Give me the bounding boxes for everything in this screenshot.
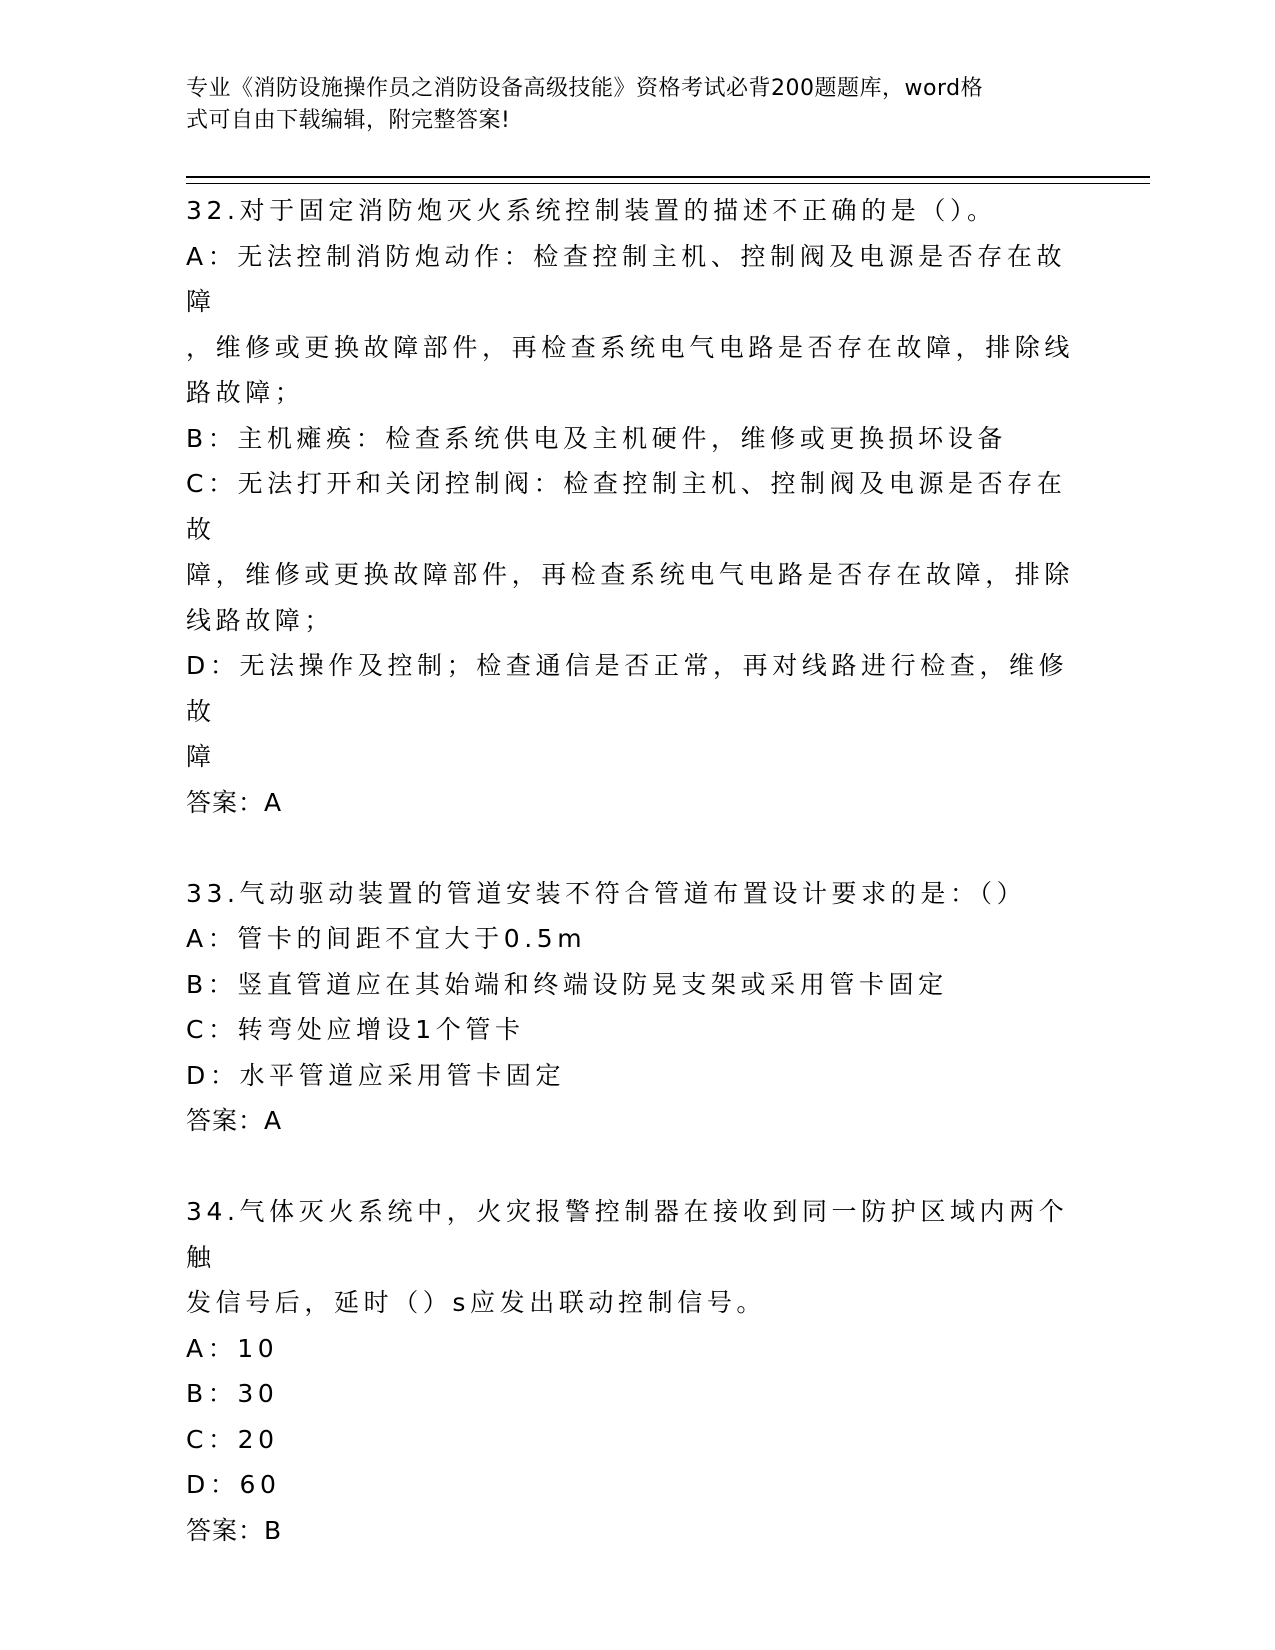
option-c [186,461,1076,643]
option-line: D：无法操作及控制；检查通信是否正常，再对线路进行检查，维修故 [186,651,1069,726]
question-spacer [186,825,1076,871]
option-line: C：无法打开和关闭控制阀：检查控制主机、控制阀及电源是否存在故 [186,469,1067,544]
header-divider-thin [186,183,1150,184]
option-c: C：20 [186,1424,279,1454]
option-d [186,643,1076,780]
header-divider-thick [186,176,1150,178]
answer-line: 答案：A [186,1106,283,1135]
question-33 [186,871,1076,1144]
question-stem: 34.气体灭火系统中，火灾报警控制器在接收到同一防护区域内两个触 [186,1197,1069,1272]
document-header [186,73,1066,137]
option-b: B：30 [186,1379,279,1408]
header-line-2: 式可自由下载编辑，附完整答案! [186,108,511,133]
option-b [186,416,1076,462]
option-line: 障，维修或更换故障部件，再检查系统电气电路是否存在故障，排除 [186,560,1075,589]
question-34 [186,1189,1076,1553]
option-a: A：管卡的间距不宜大于0.5m [186,924,587,953]
option-c: C：转弯处应增设1个管卡 [186,1015,525,1044]
option-a: A：10 [186,1333,279,1363]
option-line: B：主机瘫痪：检查系统供电及主机硬件，维修或更换损坏设备 [186,423,1007,453]
question-stem: 33.气动驱动装置的管道安装不符合管道布置设计要求的是：（） [186,878,1027,908]
question-spacer [186,1144,1076,1190]
question-stem-continued: 发信号后，延时（）s应发出联动控制信号。 [186,1288,767,1317]
option-b: B：竖直管道应在其始端和终端设防晃支架或采用管卡固定 [186,969,948,999]
option-d: D：水平管道应采用管卡固定 [186,1060,566,1090]
option-a [186,234,1076,416]
question-list [186,188,1076,1553]
option-line: A：无法控制消防炮动作：检查控制主机、控制阀及电源是否存在故障 [186,241,1067,316]
option-d: D：60 [186,1470,281,1499]
option-line: 线路故障； [186,605,335,635]
option-line: 障 [186,742,216,771]
answer-line: 答案：A [186,787,283,817]
header-line-1: 专业《消防设施操作员之消防设备高级技能》资格考试必背200题题库，word格 [186,76,984,101]
question-stem: 32.对于固定消防炮灭火系统控制装置的描述不正确的是（）。 [186,196,997,225]
answer-line: 答案：B [186,1515,283,1545]
option-line: ，维修或更换故障部件，再检查系统电气电路是否存在故障，排除线 [186,332,1075,362]
option-line: 路故障； [186,378,305,407]
question-32 [186,188,1076,825]
